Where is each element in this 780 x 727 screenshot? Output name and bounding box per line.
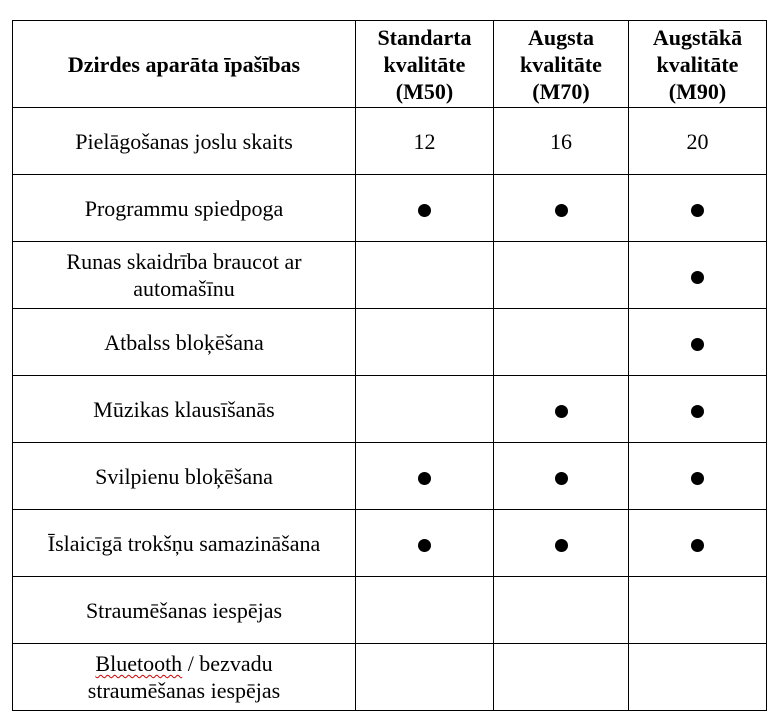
value-m50 — [356, 443, 494, 510]
feature-line: straumēšanas iespējas — [87, 678, 281, 703]
header-line: (M50) — [395, 78, 454, 104]
value-m50 — [356, 175, 494, 242]
table-row — [13, 108, 767, 175]
value-m50 — [356, 242, 494, 309]
header-line: (M90) — [668, 78, 727, 104]
table-row — [13, 376, 767, 443]
value-m50 — [356, 309, 494, 376]
value-m50 — [356, 510, 494, 577]
value-m50 — [356, 577, 494, 644]
header-m70 — [494, 21, 629, 108]
value-m70 — [494, 309, 629, 376]
value-m70 — [494, 242, 629, 309]
value-m90 — [629, 175, 767, 242]
value-m70: 16 — [494, 108, 629, 175]
header-line: Standarta — [377, 24, 472, 50]
table-row — [13, 577, 767, 644]
value-m90: 20 — [629, 108, 767, 175]
feature-line: automašīnu — [133, 276, 235, 301]
bullet-icon — [691, 204, 704, 217]
feature-cell: Īslaicīgā trokšņu samazināšana — [13, 510, 356, 577]
bullet-icon — [691, 539, 704, 552]
value-m70 — [494, 577, 629, 644]
value-m70 — [494, 510, 629, 577]
header-line: (M70) — [532, 78, 590, 104]
value-m70 — [494, 644, 629, 711]
feature-cell: Svilpienu bloķēšana — [13, 443, 356, 510]
header-text: Dzirdes aparāta īpašības — [67, 51, 301, 77]
feature-cell: Straumēšanas iespējas — [13, 577, 356, 644]
bullet-icon — [418, 204, 431, 217]
feature-cell: Mūzikas klausīšanās — [13, 376, 356, 443]
feature-cell: Atbalss bloķēšana — [13, 309, 356, 376]
header-m50 — [356, 21, 494, 108]
header-line: Augsta — [527, 24, 594, 50]
value-m50 — [356, 376, 494, 443]
feature-cell — [13, 242, 356, 309]
header-line: kvalitāte — [656, 51, 739, 77]
feature-line: Runas skaidrība braucot ar — [66, 249, 302, 274]
table-row — [13, 644, 767, 711]
bullet-icon — [555, 472, 568, 485]
value-m90 — [629, 644, 767, 711]
value-m70 — [494, 376, 629, 443]
feature-cell: Pielāgošanas joslu skaits — [13, 108, 356, 175]
bullet-icon — [418, 539, 431, 552]
header-features — [13, 21, 356, 108]
table-row — [13, 443, 767, 510]
bullet-icon — [555, 405, 568, 418]
bullet-icon — [555, 539, 568, 552]
spellcheck-flagged-word[interactable]: Bluetooth — [95, 651, 183, 676]
header-line: kvalitāte — [520, 51, 602, 77]
table-row — [13, 309, 767, 376]
value-m90 — [629, 577, 767, 644]
feature-line: / bezvadu — [182, 651, 273, 676]
bullet-icon — [691, 338, 704, 351]
value-m70 — [494, 175, 629, 242]
feature-cell: Programmu spiedpoga — [13, 175, 356, 242]
value-m90 — [629, 376, 767, 443]
value-m90 — [629, 510, 767, 577]
value-m90 — [629, 242, 767, 309]
feature-cell — [13, 644, 356, 711]
header-m90 — [629, 21, 767, 108]
bullet-icon — [691, 472, 704, 485]
table-row — [13, 510, 767, 577]
value-m50 — [356, 644, 494, 711]
value-m70 — [494, 443, 629, 510]
bullet-icon — [691, 405, 704, 418]
table-row — [13, 175, 767, 242]
header-line: kvalitāte — [383, 51, 466, 77]
table-row — [13, 242, 767, 309]
bullet-icon — [555, 204, 568, 217]
value-m90 — [629, 309, 767, 376]
value-m50: 12 — [356, 108, 494, 175]
features-comparison-table — [12, 20, 767, 711]
bullet-icon — [691, 271, 704, 284]
bullet-icon — [418, 472, 431, 485]
header-line: Augstākā — [652, 24, 743, 50]
value-m90 — [629, 443, 767, 510]
table-header-row — [13, 21, 767, 108]
